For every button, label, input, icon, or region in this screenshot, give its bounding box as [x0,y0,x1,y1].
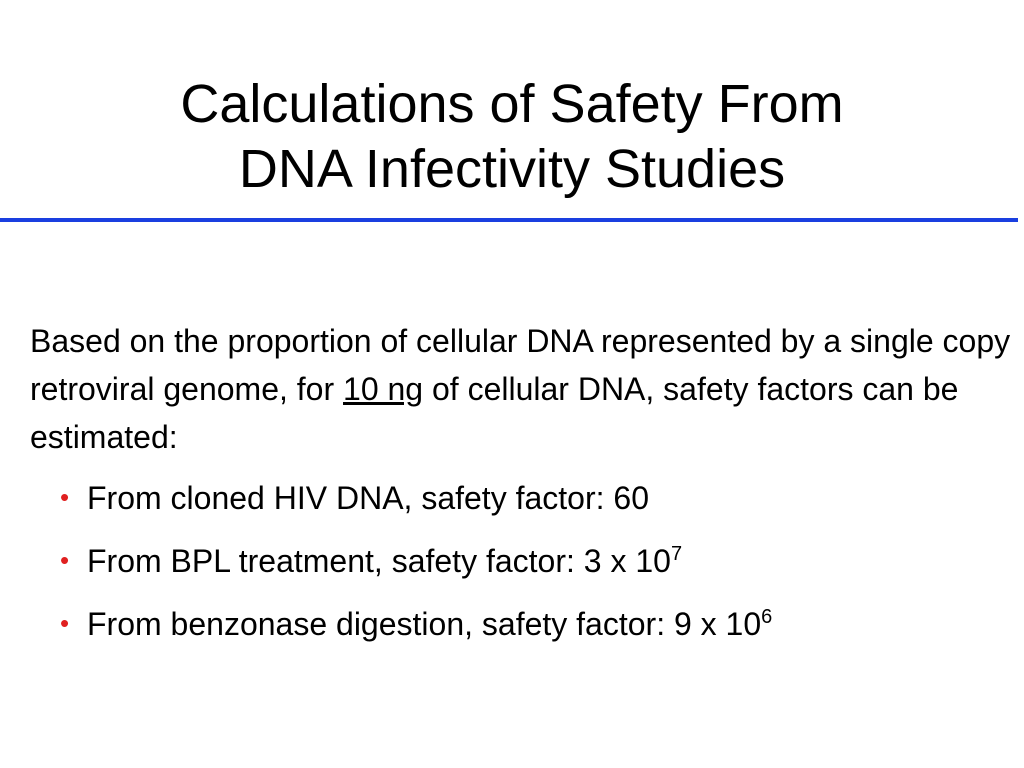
bullet-dot-icon: • [60,545,70,575]
bullet-text: From benzonase digestion, safety factor: 9 x 10 [87,606,762,642]
intro-underlined-quantity: 10 ng [343,371,424,407]
intro-paragraph [30,317,1015,461]
slide-title [0,72,1024,202]
bullet-item [60,599,1015,648]
slide-body [30,317,1015,662]
intro-text-part-2: of cellular DNA, safety factors can be estimated: [30,371,959,455]
bullet-item [60,536,1015,585]
intro-text-part-1: Based on the proportion of cellular DNA represented by a single copy retroviral genome, for [30,323,1011,407]
bullet-dot-icon: • [60,482,70,512]
bullet-item [60,473,1015,522]
bullet-dot-icon: • [60,608,70,638]
slide-title-line-1: Calculations of Safety From [180,74,844,134]
title-divider [0,218,1018,222]
bullet-exponent: 7 [670,543,683,565]
slide-title-line-2: DNA Infectivity Studies [238,139,786,199]
bullet-exponent: 6 [761,606,773,628]
bullet-list [30,473,1015,648]
bullet-text: From cloned HIV DNA, safety factor: 60 [87,480,649,516]
bullet-text: From BPL treatment, safety factor: 3 x 10 [87,543,671,579]
